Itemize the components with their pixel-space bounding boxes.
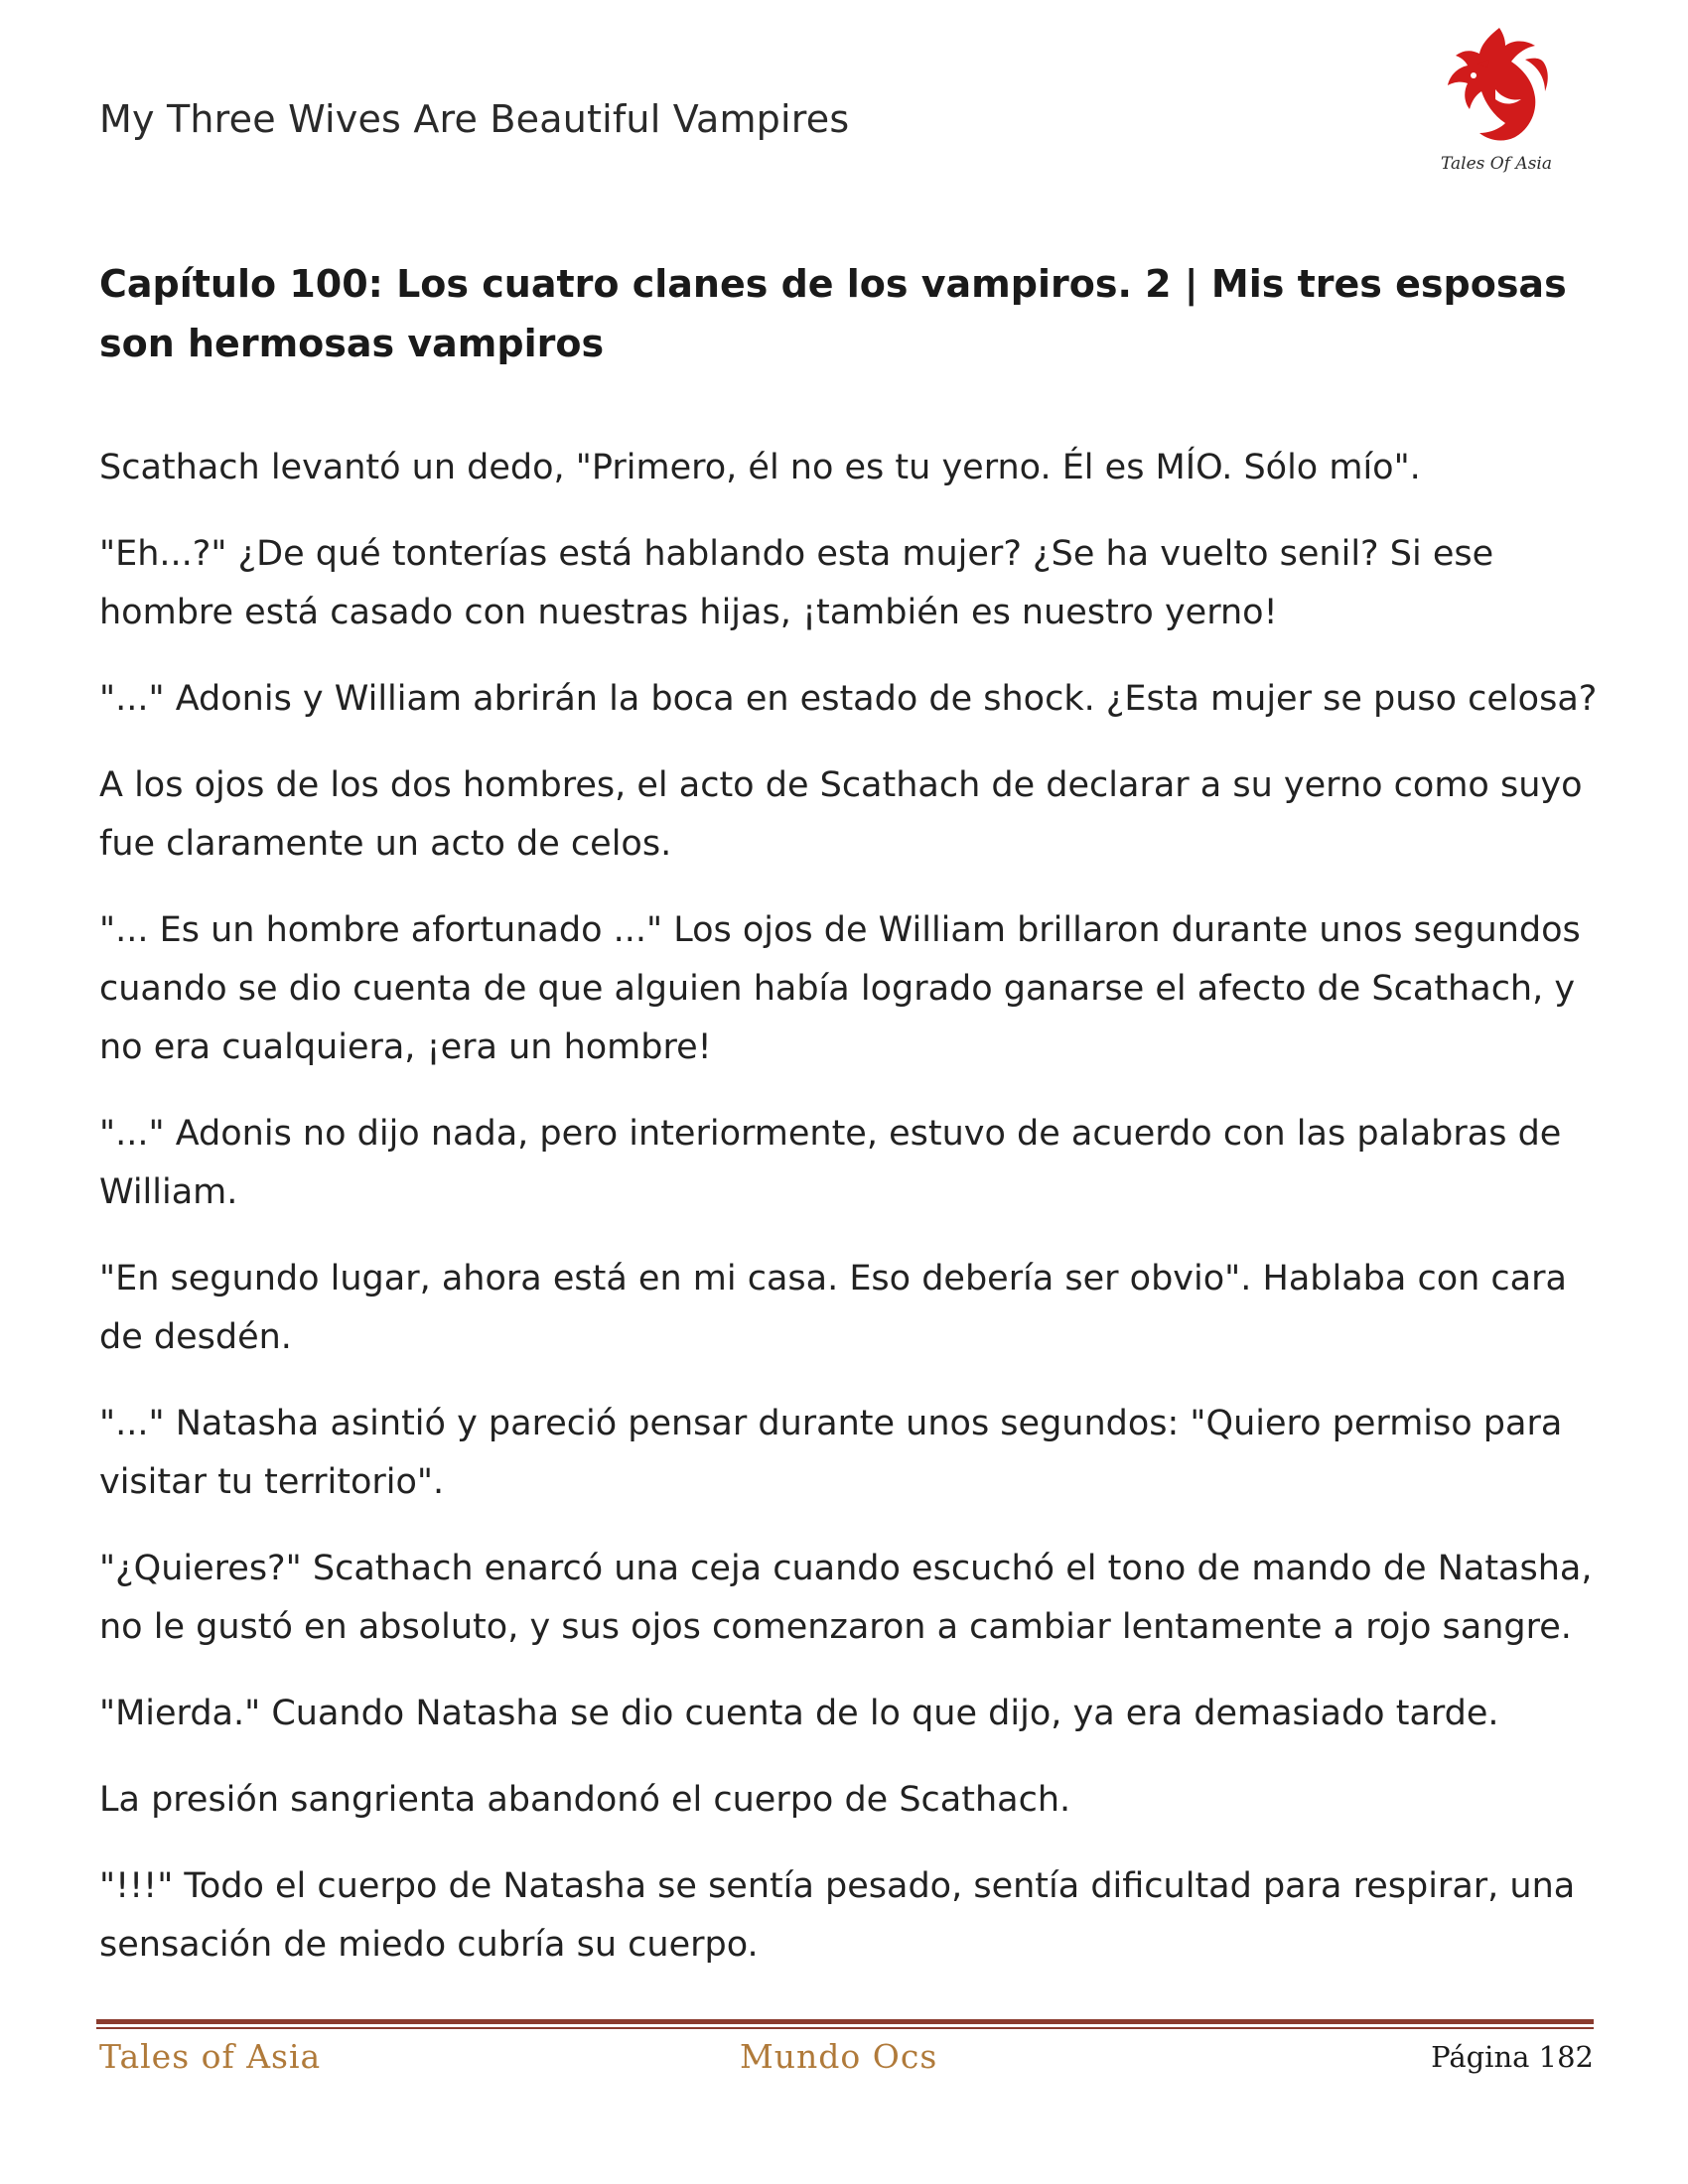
red-dragon-icon: [1430, 20, 1559, 159]
paragraph: "!!!" Todo el cuerpo de Natasha se sentía pesado, sentía dificultad para respirar, una sensación de miedo cubría su cuerpo.: [99, 1866, 1576, 1965]
paragraph: "¿Quieres?" Scathach enarcó una ceja cuando escuchó el tono de mando de Natasha, no le gustó en absoluto, y sus ojos comenzaron a cambiar lentamente a rojo sangre.: [99, 1549, 1593, 1647]
paragraph: "Mierda." Cuando Natasha se dio cuenta de lo que dijo, ya era demasiado tarde.: [99, 1694, 1499, 1733]
paragraph: "... Es un hombre afortunado ..." Los ojos de William brillaron durante unos segundos cuando se dio cuenta de que alguien había logrado ganarse el afecto de Scathach, y no era cualquiera, ¡era un hombre!: [99, 910, 1581, 1067]
page-header-title: My Three Wives Are Beautiful Vampires: [99, 97, 850, 141]
footer-divider: [96, 2019, 1594, 2029]
paragraph: "En segundo lugar, ahora está en mi casa. Eso debería ser obvio". Hablaba con cara de desdén.: [99, 1259, 1567, 1357]
paragraph: "..." Adonis y William abrirán la boca en estado de shock. ¿Esta mujer se puso celosa?: [99, 679, 1598, 719]
logo-text: Tales Of Asia: [1441, 154, 1552, 174]
paragraph: A los ojos de los dos hombres, el acto de Scathach de declarar a su yerno como suyo fue claramente un acto de celos.: [99, 765, 1583, 864]
paragraph: La presión sangrienta abandonó el cuerpo de Scathach.: [99, 1780, 1071, 1820]
paragraph: "..." Adonis no dijo nada, pero interiormente, estuvo de acuerdo con las palabras de William.: [99, 1114, 1562, 1212]
paragraph: Scathach levantó un dedo, "Primero, él no es tu yerno. Él es MÍO. Sólo mío".: [99, 448, 1421, 487]
tales-of-asia-logo: [1430, 20, 1559, 184]
chapter-title: Capítulo 100: Los cuatro clanes de los vampiros. 2 | Mis tres esposas son hermosas vampiros: [99, 262, 1567, 365]
paragraph: "..." Natasha asintió y pareció pensar durante unos segundos: "Quiero permiso para visitar tu territorio".: [99, 1404, 1563, 1502]
paragraph: "Eh...?" ¿De qué tonterías está hablando esta mujer? ¿Se ha vuelto senil? Si ese hombre está casado con nuestras hijas, ¡también es nuestro yerno!: [99, 534, 1494, 632]
body-text: [99, 439, 1599, 2002]
page-number: Página 182: [1431, 2040, 1594, 2074]
footer-site-name: Tales of Asia: [99, 2037, 322, 2076]
footer-section-name: Mundo Ocs: [740, 2037, 938, 2076]
